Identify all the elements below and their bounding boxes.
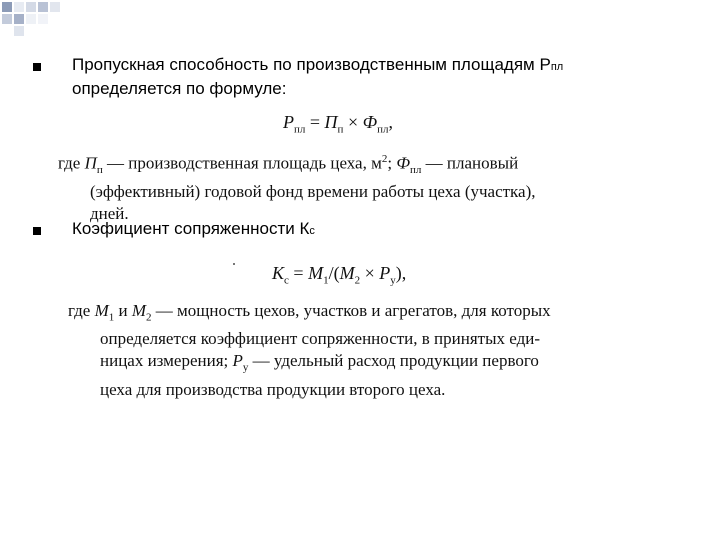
explain1-where: где	[58, 153, 81, 173]
formula2-m2: M	[339, 263, 355, 283]
formula1-lhs-sub: пл	[294, 123, 306, 136]
formula1-lhs: P	[283, 112, 294, 132]
decorative-squares-pattern	[0, 0, 720, 40]
explanation-2-line2: определяется коэффициент сопряженности, в принятых еди-	[100, 329, 540, 349]
formula2-p: P	[379, 263, 391, 283]
formula1-term2-sub: пл	[377, 123, 389, 136]
explain1-sym-f: Ф	[396, 153, 411, 173]
formula2-m2-sub: 2	[354, 274, 361, 287]
explanation-1-line1	[58, 148, 658, 181]
explain1-text-b: — плановый	[425, 153, 519, 173]
explain1-text-a: — производственная площадь цеха, м	[107, 153, 382, 173]
explain1-semicolon: ;	[387, 153, 393, 173]
explain2-m2-sub: 2	[146, 311, 152, 324]
formula2-slash: /(	[328, 263, 340, 283]
explanation-2-line4: цеха для производства продукции второго цеха.	[100, 379, 446, 399]
formula2-m1: M	[308, 263, 324, 283]
formula2-lhs-sub: с	[284, 274, 289, 287]
explain2-p: P	[232, 351, 243, 371]
formula2-mul: ×	[364, 263, 375, 283]
explain2-p-sub: у	[242, 361, 249, 374]
explain2-where: где	[68, 301, 91, 320]
bullet-1-line1: Пропускная способность по производственным площадям Р	[72, 55, 551, 74]
formula-throughput	[283, 112, 393, 136]
formula1-mul: ×	[347, 112, 359, 132]
bullet-2-sub: с	[309, 225, 315, 237]
explanation-1-line3: дней.	[90, 204, 129, 224]
explain2-m1: M	[94, 301, 109, 320]
explain2-text-b: ницах измерения;	[100, 351, 229, 371]
explanation-1-line2: (эффективный) годовой фонд времени работы цеха (участка),	[90, 182, 536, 202]
bullet-1-text	[72, 54, 712, 99]
formula1-eq: =	[309, 112, 321, 132]
explain2-text-a: — мощность цехов, участков и агрегатов, для которых	[155, 301, 551, 320]
explain1-sym-p: П	[84, 153, 97, 173]
explanation-2-line3	[68, 350, 668, 378]
explain2-and: и	[118, 301, 128, 320]
explanation-2	[68, 300, 668, 401]
formula2-end: ),	[395, 263, 407, 283]
formula1-end: ,	[388, 112, 393, 132]
explain2-m1-sub: 1	[108, 311, 115, 324]
formula1-term2: Ф	[362, 112, 378, 132]
formula2-lhs: K	[272, 263, 285, 283]
explain2-m2: M	[131, 301, 147, 320]
stray-dot	[233, 263, 235, 265]
explain1-sym-f-sub: пл	[410, 164, 422, 177]
explain2-text-c: — удельный расход продукции первого	[252, 351, 539, 371]
explanation-1	[58, 148, 658, 225]
formula2-p-sub: у	[390, 274, 396, 287]
bullet-1-line2: определяется по формуле:	[72, 79, 287, 98]
formula1-term1: П	[324, 112, 338, 132]
bullet-2-text	[72, 218, 315, 242]
bullet-2-label: Коэфициент сопряженности К	[72, 219, 310, 238]
formula2-m1-sub: 1	[323, 274, 329, 287]
formula2-eq: =	[293, 263, 304, 283]
explain1-sym-p-sub: п	[96, 164, 103, 177]
bullet-marker-1	[33, 63, 41, 71]
formula1-term1-sub: п	[337, 123, 344, 136]
bullet-1-line1-sub: пл	[550, 61, 564, 73]
explain1-sup: 2	[381, 153, 388, 165]
bullet-marker-2	[33, 227, 41, 235]
explanation-2-line1	[68, 300, 668, 328]
formula-conjugation-coefficient	[272, 263, 406, 287]
